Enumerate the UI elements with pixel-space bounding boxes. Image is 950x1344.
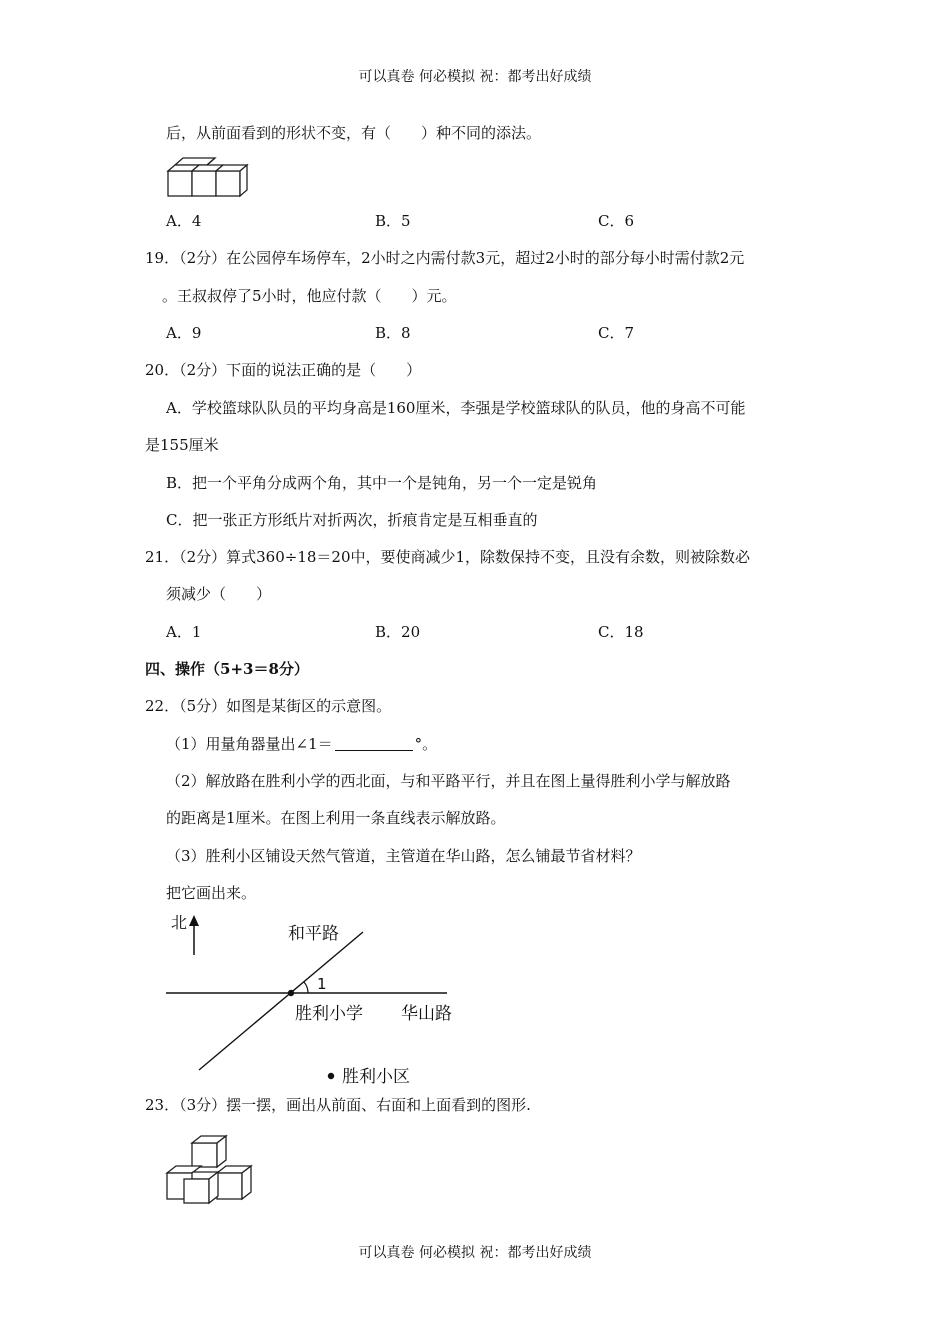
shengli-school-label: 胜利小学 xyxy=(295,1004,363,1024)
q19-option-a: A．9 xyxy=(166,324,202,342)
q22-part2-line2: 的距离是1厘米。在图上利用一条直线表示解放路。 xyxy=(166,809,506,827)
huashan-road-label: 华山路 xyxy=(401,1004,452,1024)
q20-option-a-line1: A．学校篮球队队员的平均身高是160厘米，李强是学校篮球队的队员，他的身高不可能 xyxy=(166,399,746,417)
q21-stem-line2: 须减少（ ） xyxy=(166,585,272,603)
q22-part3-line2: 把它画出来。 xyxy=(166,884,257,902)
q23-stem: 23．（3分）摆一摆，画出从前面、右面和上面看到的图形. xyxy=(145,1096,531,1114)
heping-road-line xyxy=(199,932,363,1070)
q18-option-c: C．6 xyxy=(598,212,635,230)
page-header: 可以真卷 何必模拟 祝：都考出好成绩 xyxy=(358,69,592,85)
q22-part3-line1: （3）胜利小区铺设天然气管道，主管道在华山路，怎么铺最节省材料？ xyxy=(166,847,641,865)
q20-stem: 20．（2分）下面的说法正确的是（ ） xyxy=(145,361,422,379)
q22-part1-text: （1）用量角器量出∠1＝ xyxy=(166,735,333,753)
angle-1-label: 1 xyxy=(317,975,327,993)
q19-option-b: B．8 xyxy=(375,324,411,342)
q18-option-b: B．5 xyxy=(375,212,411,230)
q20-option-a-line2: 是155厘米 xyxy=(145,436,219,454)
q21-option-a: A．1 xyxy=(166,623,202,641)
q19-stem-line1: 19．（2分）在公园停车场停车，2小时之内需付款3元，超过2小时的部分每小时需付款2元 xyxy=(145,249,745,267)
q18-text: 后，从前面看到的形状不变，有（ ）种不同的添法。 xyxy=(166,124,542,142)
q21-stem-line1: 21．（2分）算式360÷18＝20中，要使商减少1，除数保持不变，且没有余数，则被除数必 xyxy=(145,548,751,566)
shengli-community-point xyxy=(328,1073,334,1079)
q22-stem: 22．（5分）如图是某街区的示意图。 xyxy=(145,697,392,715)
q19-option-c: C．7 xyxy=(598,324,635,342)
q21-option-b: B．20 xyxy=(375,623,421,641)
q21-option-c: C．18 xyxy=(598,623,644,641)
shengli-community-label: 胜利小区 xyxy=(342,1067,410,1087)
q20-option-b: B．把一个平角分成两个角，其中一个是钝角，另一个一定是锐角 xyxy=(166,474,598,492)
q22-part1-unit: °。 xyxy=(414,735,438,753)
north-label: 北 xyxy=(171,913,188,932)
angle-1-arc xyxy=(304,982,308,993)
q22-part2-line1: （2）解放路在胜利小学的西北面，与和平路平行，并且在图上量得胜利小学与解放路 xyxy=(166,772,731,790)
q20-option-c: C．把一张正方形纸片对折两次，折痕肯定是互相垂直的 xyxy=(166,511,538,529)
q18-option-a: A．4 xyxy=(166,212,202,230)
q23-cube-figure xyxy=(163,1133,263,1205)
page-footer: 可以真卷 何必模拟 祝：都考出好成绩 xyxy=(358,1245,592,1261)
heping-road-label: 和平路 xyxy=(288,924,339,944)
shengli-school-point xyxy=(288,990,294,996)
north-arrow-head xyxy=(189,915,199,926)
section-title: 四、操作（5+3＝8分） xyxy=(145,660,309,678)
q19-stem-line2: 。王叔叔停了5小时，他应付款（ ）元。 xyxy=(162,287,457,305)
